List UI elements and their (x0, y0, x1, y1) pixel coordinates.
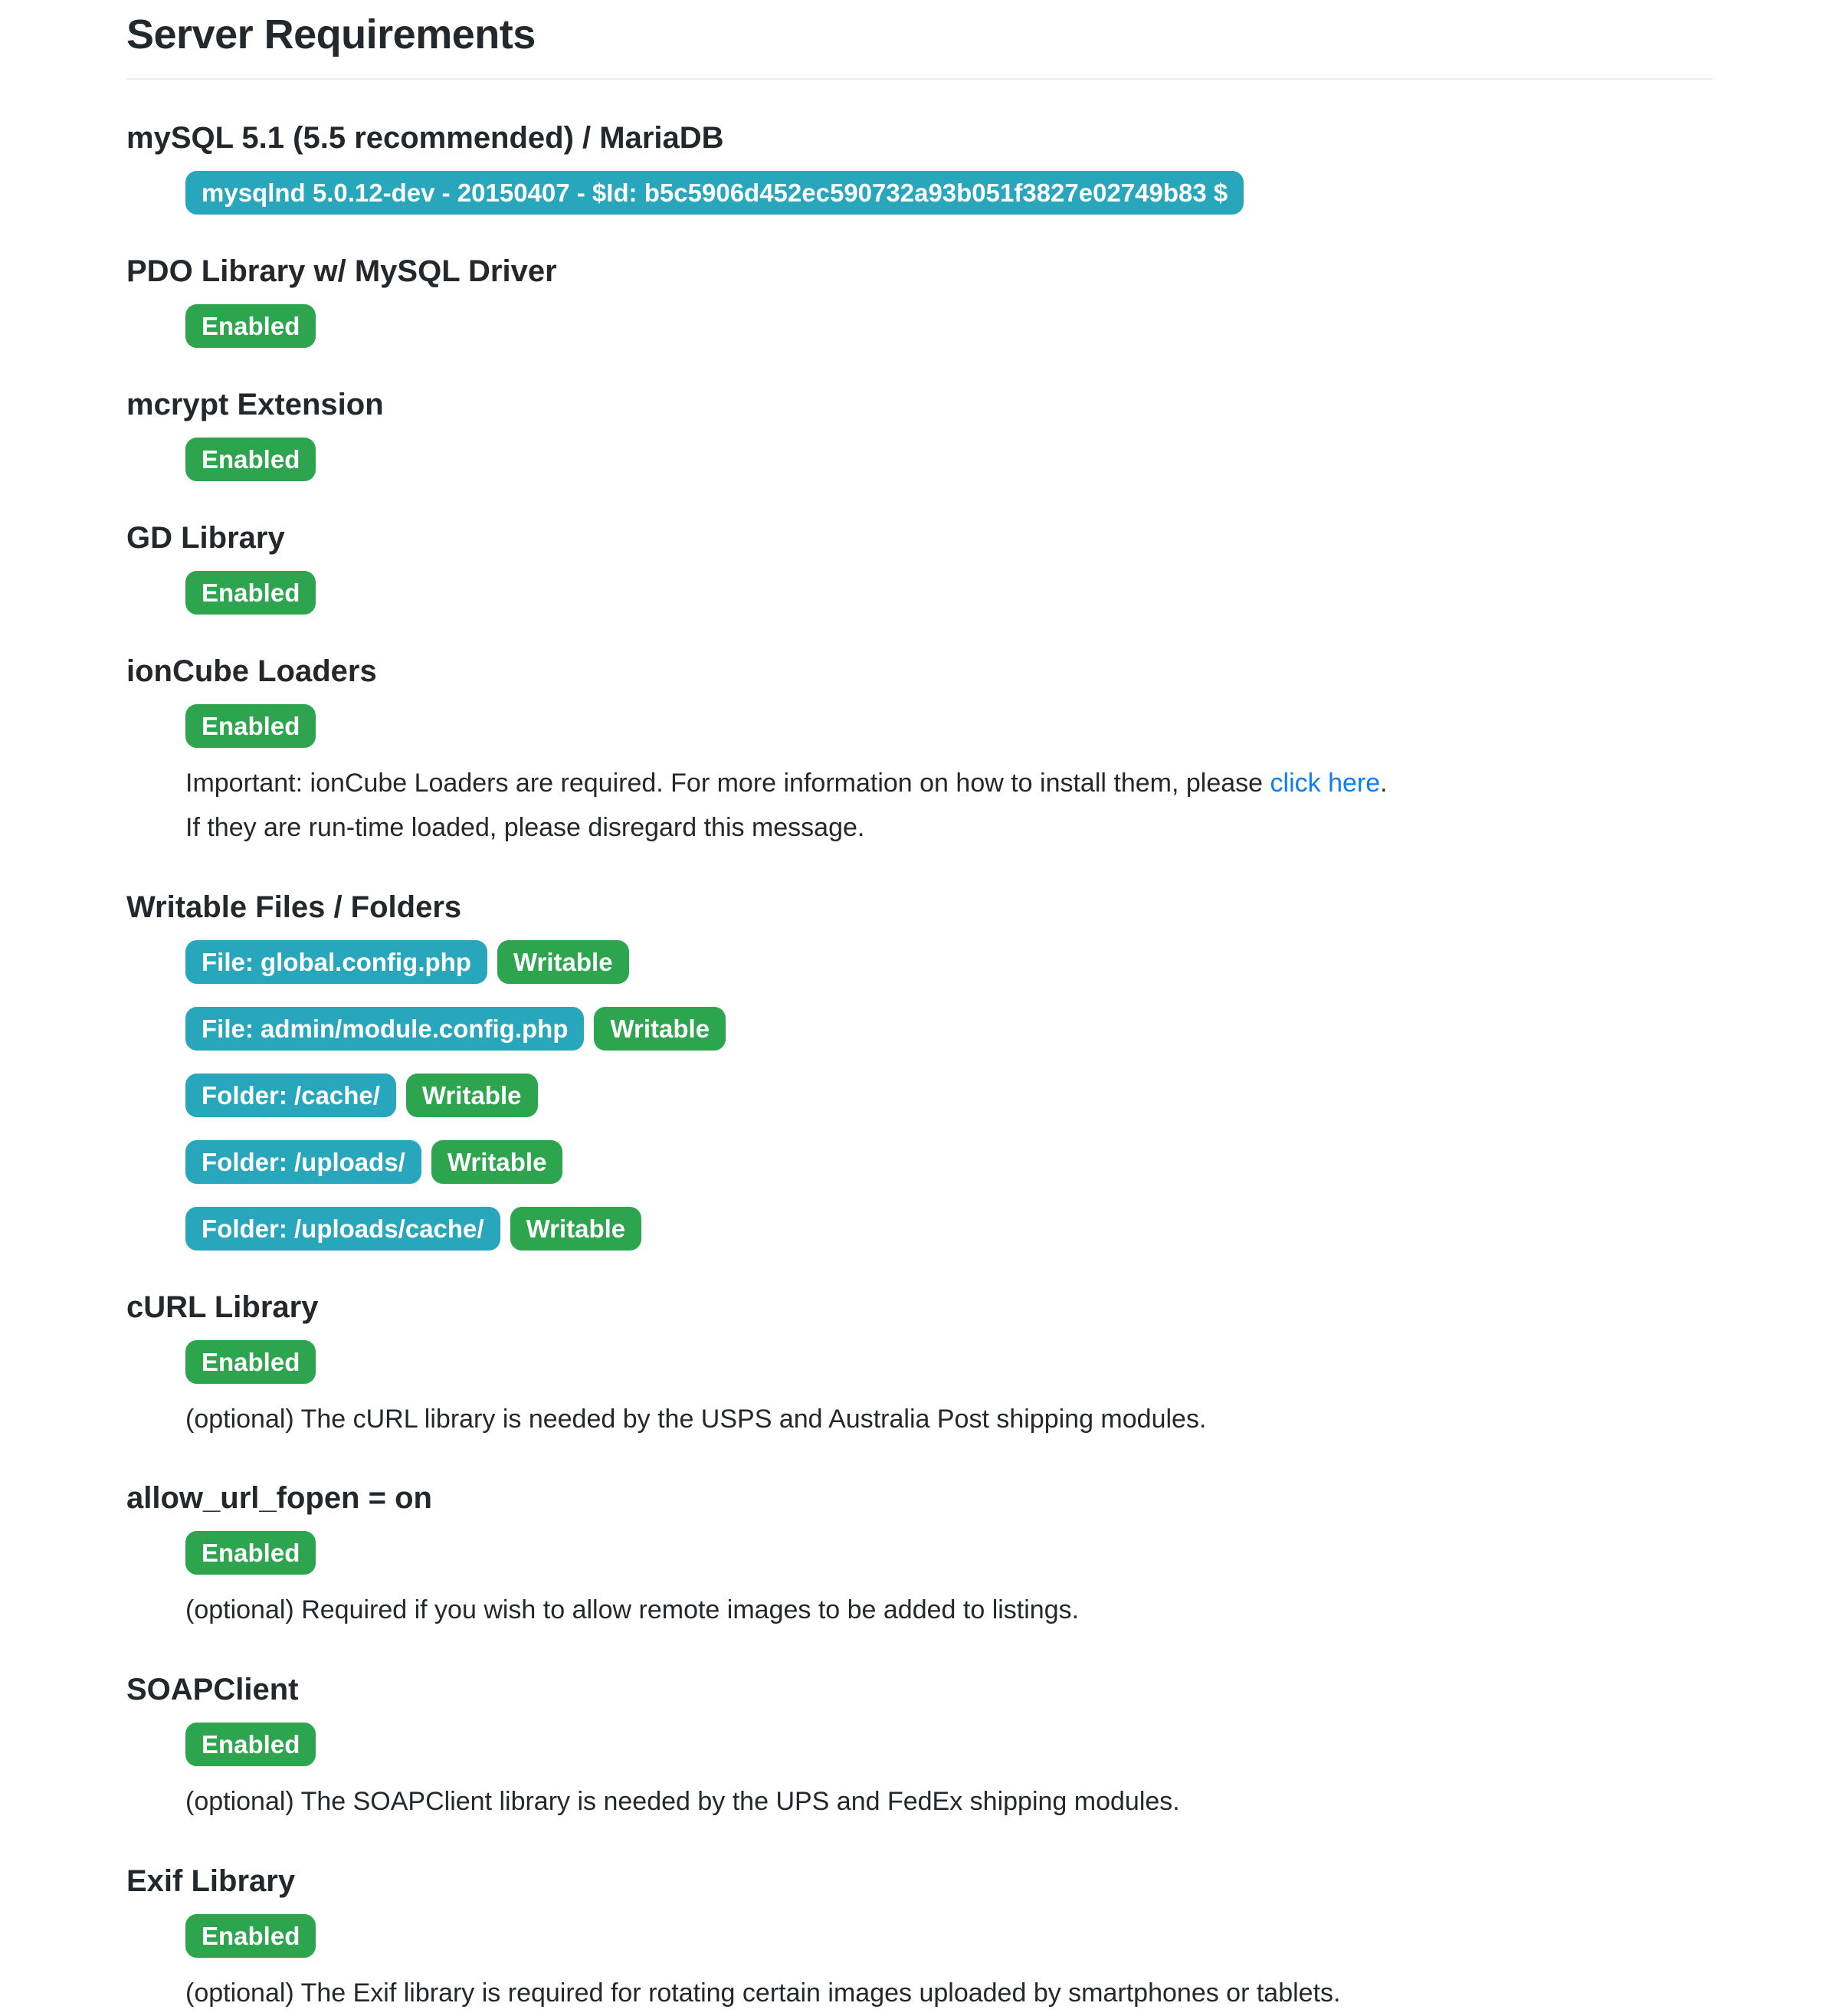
exif-status-badge: Enabled (185, 1914, 316, 1958)
section-curl (126, 1290, 1713, 1442)
writable-target-badge: Folder: /uploads/ (185, 1140, 421, 1184)
section-writable (126, 890, 1713, 1251)
writable-target-badge: File: admin/module.config.php (185, 1007, 584, 1051)
section-allow-url-fopen (126, 1481, 1713, 1633)
soapclient-status-badge: Enabled (185, 1723, 316, 1766)
curl-note: (optional) The cURL library is needed by the USPS and Australia Post shipping modules. (185, 1404, 1207, 1434)
section-exif (126, 1864, 1713, 2016)
mysql-version-badge: mysqlnd 5.0.12-dev - 20150407 - $Id: b5c5906d452ec590732a93b051f3827e02749b83 $ (185, 171, 1244, 215)
section-ioncube (126, 654, 1713, 851)
writable-status-badge: Writable (431, 1140, 563, 1184)
ioncube-note-line2: If they are run-time loaded, please disregard this message. (185, 812, 865, 842)
ioncube-click-here-link[interactable]: click here (1270, 769, 1381, 798)
section-heading-allow-url-fopen: allow_url_fopen = on (126, 1481, 432, 1516)
section-gd (126, 521, 1713, 615)
section-mcrypt (126, 388, 1713, 481)
section-heading-curl: cURL Library (126, 1290, 319, 1324)
writable-target-badge: Folder: /uploads/cache/ (185, 1207, 500, 1251)
section-heading-exif: Exif Library (126, 1864, 296, 1898)
writable-row (185, 1140, 1713, 1184)
writable-status-badge: Writable (497, 940, 629, 984)
writable-row (185, 940, 1713, 984)
section-heading-mysql: mySQL 5.1 (5.5 recommended) / MariaDB (126, 121, 724, 155)
writable-status-badge: Writable (594, 1007, 726, 1051)
writable-target-badge: File: global.config.php (185, 940, 487, 984)
title-divider (126, 78, 1713, 80)
allow-url-fopen-note: (optional) Required if you wish to allow remote images to be added to listings. (185, 1595, 1080, 1625)
section-heading-mcrypt: mcrypt Extension (126, 388, 384, 421)
gd-status-badge: Enabled (185, 571, 316, 615)
writable-target-badge: Folder: /cache/ (185, 1074, 396, 1117)
ioncube-note (185, 762, 1713, 851)
section-pdo (126, 254, 1713, 348)
pdo-status-badge: Enabled (185, 304, 316, 348)
mcrypt-status-badge: Enabled (185, 438, 316, 481)
writable-status-badge: Writable (510, 1207, 642, 1251)
section-heading-pdo: PDO Library w/ MySQL Driver (126, 254, 557, 288)
section-heading-writable: Writable Files / Folders (126, 890, 462, 924)
writable-row (185, 1207, 1713, 1251)
section-heading-gd: GD Library (126, 521, 285, 555)
writable-row (185, 1074, 1713, 1117)
writable-status-badge: Writable (406, 1074, 538, 1117)
ioncube-status-badge: Enabled (185, 704, 316, 748)
section-heading-ioncube: ionCube Loaders (126, 654, 377, 688)
section-soapclient (126, 1673, 1713, 1824)
writable-row (185, 1007, 1713, 1051)
soapclient-note: (optional) The SOAPClient library is needed by the UPS and FedEx shipping modules. (185, 1787, 1180, 1817)
curl-status-badge: Enabled (185, 1340, 316, 1384)
page-title: Server Requirements (126, 11, 536, 57)
ioncube-note-text-after-link: . (1380, 769, 1388, 798)
section-heading-soapclient: SOAPClient (126, 1673, 299, 1707)
section-mysql (126, 121, 1713, 215)
exif-note: (optional) The Exif library is required for rotating certain images uploaded by smartphones or tablets. (185, 1978, 1341, 2008)
ioncube-note-text-before-link: Important: ionCube Loaders are required. For more information on how to install them, please (185, 769, 1270, 798)
allow-url-fopen-status-badge: Enabled (185, 1531, 316, 1575)
